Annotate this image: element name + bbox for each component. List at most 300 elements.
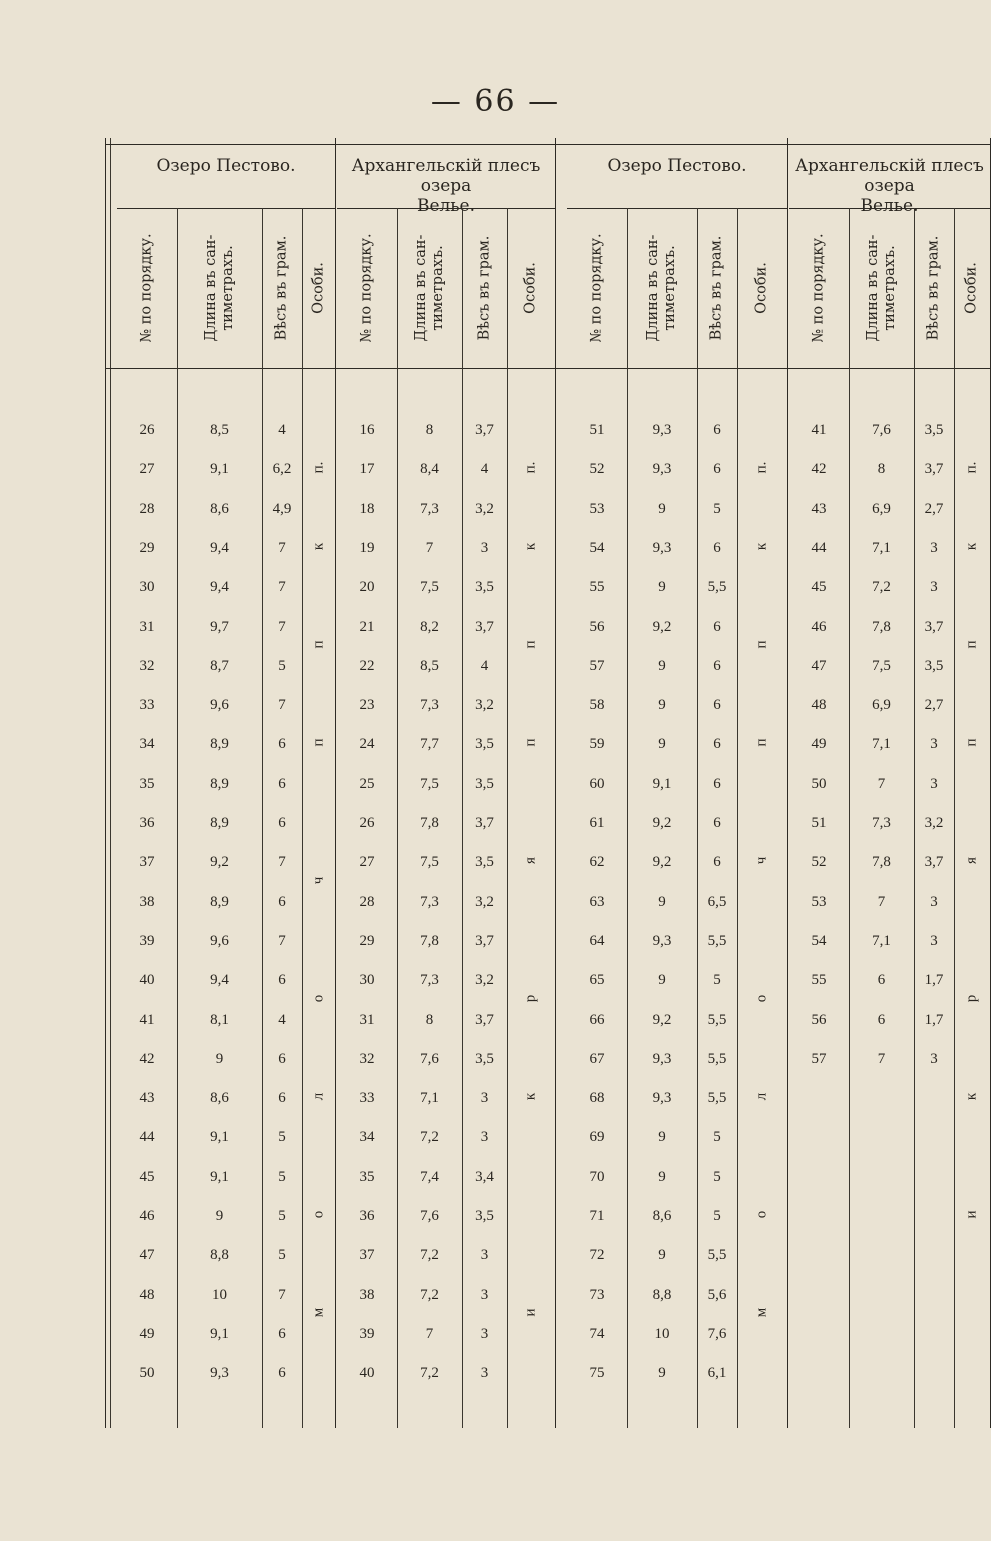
table-cell: 7,3 [872,815,891,831]
table-cell: 26 [139,422,155,438]
table-cell: 52 [589,461,605,478]
table-cell: 33 [139,697,155,714]
table-cell: 3 [930,736,938,753]
table-cell: 7,3 [420,893,439,910]
table-cell: 3 [930,893,938,910]
table-cell: 74 [589,1325,605,1342]
table-cell: 50 [811,775,827,792]
table-cell: 42 [139,1050,155,1067]
table-cell: 8,6 [210,500,229,517]
table-cell: 3 [480,1286,489,1303]
table-cell: 34 [359,1129,375,1146]
column-header-text: Длина въ сан- тиметрахъ. [864,234,898,342]
individual-note: и [522,1308,539,1317]
table-cell: 6 [278,775,286,792]
table-cell: 46 [139,1208,155,1224]
table-cell: 31 [359,1011,375,1028]
table-cell: 9,7 [210,618,229,635]
column-header-text: Вѣсъ въ грам. [273,235,290,341]
table-cell: 21 [359,618,375,635]
table-cell: 3,2 [475,972,494,989]
table-cell: 3,4 [475,1168,494,1185]
table-cell: 6 [713,618,721,635]
table-cell: 5 [278,657,286,674]
table-cell: 34 [139,736,155,753]
table-cell: 8,6 [652,1208,672,1224]
table-cell: 43 [139,1090,155,1107]
individual-note: м [310,1308,326,1318]
column-header [914,208,954,368]
table-cell: 5 [713,1208,721,1224]
individual-note: ч [753,857,770,865]
table-cell: 4 [278,422,286,438]
table-cell: 9,3 [652,539,672,556]
table-cell: 5 [713,972,721,989]
table-cell: 6,9 [872,697,891,714]
group-block [789,138,990,1428]
table-cell: 1,7 [924,1011,944,1028]
table-left-border-inner [110,138,111,1428]
table-cell: 6,2 [272,461,292,478]
individual-note: п. [963,461,980,474]
table-cell: 9,1 [210,1325,229,1342]
column-header-text: Длина въ сан- тиметрахъ. [645,234,678,342]
table-cell: 10 [654,1325,670,1342]
table-cell: 64 [589,932,605,949]
group-title: Озеро Пестово. [156,156,296,176]
table-cell: 39 [359,1325,375,1342]
table-cell: 9,3 [652,422,672,438]
table-cell: 3,7 [475,422,494,438]
table-cell: 24 [359,736,375,753]
table-cell: 1,7 [924,972,944,989]
table-cell: 9,3 [652,932,672,949]
table-cell: 44 [811,539,827,556]
table-cell: 57 [811,1050,827,1067]
table-cell: 3,7 [475,815,494,831]
individual-note: и [963,1210,980,1219]
table-cell: 55 [589,579,605,596]
individual-note: к [963,1092,980,1101]
table-cell: 5 [713,1168,721,1185]
table-cell: 7,6 [707,1325,727,1342]
table-cell: 7,1 [420,1090,439,1107]
table-cell: 9,1 [210,1168,229,1185]
column-header-text: Длина въ сан- тиметрахъ. [202,234,236,342]
table-cell: 7,3 [420,500,439,517]
table-cell: 41 [811,422,827,438]
table-cell: 8,9 [210,815,229,831]
table-cell: 8,9 [210,775,229,792]
table-cell: 3,5 [475,854,494,871]
table-cell: 9,2 [652,815,672,831]
table-cell: 67 [589,1050,605,1067]
table-cell: 42 [811,461,827,478]
table-cell: 75 [589,1365,605,1382]
individual-note: п [753,640,770,649]
table-cell: 3,2 [475,697,494,714]
column-header-text: Вѣсъ въ грам. [708,235,725,341]
table-cell: 3 [930,1050,938,1067]
group-block [337,138,555,1428]
table-cell: 56 [811,1011,827,1028]
table-cell: 4 [278,1011,286,1028]
table-cell: 32 [139,657,155,674]
table-cell: 40 [139,972,155,989]
table-cell: 5,5 [707,1247,727,1264]
table-cell: 8,2 [420,618,439,635]
individual-note: п [963,640,980,649]
column-header [302,208,335,368]
table-cell: 37 [139,854,155,871]
individual-note: п. [753,461,770,474]
table-cell: 55 [811,972,827,989]
table-cell: 5,5 [707,932,727,949]
individual-note: я [522,857,539,865]
table-cell: 6 [877,1011,886,1028]
table-cell: 51 [811,815,827,831]
table-cell: 7,8 [420,932,439,949]
table-cell: 6 [278,1365,286,1382]
table-cell: 3,7 [924,461,944,478]
table-cell: 3,7 [924,854,944,871]
table-cell: 7,1 [872,932,891,949]
column-header [177,208,262,368]
table-cell: 49 [811,736,827,753]
column-header [117,208,177,368]
table-cell: 46 [811,618,827,635]
table-cell: 9,3 [210,1365,229,1382]
table-cell: 7 [278,854,286,871]
table-cell: 10 [212,1286,227,1303]
table-cell: 73 [589,1286,605,1303]
table-cell: 6 [713,775,721,792]
individual-note: м [753,1308,770,1318]
column-header [567,208,627,368]
table-cell: 9,4 [210,579,229,596]
table-cell: 5 [278,1168,286,1185]
table-cell: 9,6 [210,697,229,714]
group-right-border [555,138,556,1428]
table-cell: 7,5 [420,854,439,871]
table-cell: 9,2 [652,618,672,635]
table-cell: 9 [658,1365,666,1382]
table-cell: 33 [359,1090,375,1107]
table-cell: 9 [658,736,666,753]
table-cell: 5,5 [707,579,727,596]
group-right-border [335,138,336,1428]
table-left-border [105,138,106,1428]
table-cell: 7,2 [872,579,891,596]
table-cell: 5,6 [707,1286,727,1303]
individual-note: п. [522,461,539,474]
table-cell: 3 [480,1090,489,1107]
table-cell: 7,3 [420,972,439,989]
table-cell: 7,6 [420,1208,439,1224]
individual-note: п. [310,461,326,474]
table-cell: 3 [480,1129,489,1146]
table-cell: 16 [359,422,375,438]
table-cell: 30 [139,579,155,596]
column-header [789,208,849,368]
column-header-text: Особи. [753,262,770,314]
individual-note: к [522,542,539,551]
table-cell: 69 [589,1129,605,1146]
table-cell: 7 [278,579,286,596]
table-cell: 8,5 [210,422,229,438]
individual-note: к [963,542,980,551]
column-divider [737,208,738,1428]
individual-note: р [522,994,539,1003]
column-header [737,208,787,368]
column-divider [302,208,303,1428]
individual-note: к [310,542,326,551]
individual-note: ч [310,876,326,885]
table-cell: 63 [589,893,605,910]
table-cell: 6 [278,1050,286,1067]
table-cell: 3 [480,1325,489,1342]
table-cell: 9,3 [652,1090,672,1107]
table-cell: 53 [589,500,605,517]
table-cell: 7 [877,1050,886,1067]
table-cell: 7,1 [872,736,891,753]
table-cell: 9 [658,893,666,910]
table-cell: 9,2 [652,1011,672,1028]
table-cell: 3 [480,539,489,556]
table-cell: 6 [278,815,286,831]
table-cell: 3,5 [475,736,494,753]
table-cell: 7,3 [420,697,439,714]
table-cell: 72 [589,1247,605,1264]
table-cell: 29 [139,539,155,556]
table-cell: 8,9 [210,736,229,753]
table-cell: 6 [713,697,721,714]
table-cell: 7,5 [872,657,891,674]
table-cell: 61 [589,815,605,831]
group-block [117,138,335,1428]
table-cell: 53 [811,893,827,910]
table-cell: 9 [658,1247,666,1264]
table-cell: 8,9 [210,893,229,910]
table-cell: 7,1 [872,539,891,556]
column-header-text: № по порядку. [358,233,375,343]
table-cell: 7,6 [420,1050,439,1067]
table-cell: 6 [278,893,286,910]
table-cell: 7,4 [420,1168,439,1185]
table-cell: 7 [877,775,886,792]
table-cell: 3,5 [475,775,494,792]
table-cell: 50 [139,1365,155,1382]
table-cell: 41 [139,1011,155,1028]
table-cell: 65 [589,972,605,989]
table-cell: 7,2 [420,1129,439,1146]
table-cell: 5 [278,1208,286,1224]
table-cell: 3 [930,539,938,556]
group-block [567,138,787,1428]
table-cell: 71 [589,1208,605,1224]
table-cell: 9,3 [652,1050,672,1067]
column-header [337,208,397,368]
column-divider [954,208,955,1428]
table-cell: 3 [480,1247,489,1264]
individual-note: л [310,1092,326,1101]
table-cell: 30 [359,972,375,989]
table-cell: 51 [589,422,605,438]
table-cell: 7 [425,1325,434,1342]
table-cell: 22 [359,657,375,674]
column-header [849,208,914,368]
table-cell: 5 [278,1247,286,1264]
table-cell: 7 [278,932,286,949]
table-cell: 7,6 [872,422,891,438]
individual-note: п [963,738,980,747]
table-cell: 35 [139,775,155,792]
table-cell: 48 [139,1286,155,1303]
table-cell: 66 [589,1011,605,1028]
table-cell: 44 [139,1129,155,1146]
table-cell: 5,5 [707,1011,727,1028]
table-cell: 9 [658,697,666,714]
table-cell: 9 [658,972,666,989]
table-cell: 26 [359,815,375,831]
fish-measurement-table [105,138,990,1428]
group-title: Архангельскій плесъ озера Велье. [795,156,984,216]
column-header [627,208,697,368]
table-cell: 8 [425,422,434,438]
table-cell: 20 [359,579,375,596]
table-cell: 8,8 [210,1247,229,1264]
table-cell: 3 [930,932,938,949]
table-cell: 9,1 [210,461,229,478]
table-cell: 9 [658,500,666,517]
column-header-text: Особи. [310,262,326,314]
table-cell: 56 [589,618,605,635]
column-header [697,208,737,368]
table-cell: 48 [811,697,827,714]
table-cell: 6 [278,1325,286,1342]
table-cell: 9,2 [652,854,672,871]
table-cell: 3,2 [924,815,944,831]
table-cell: 6 [713,657,721,674]
table-cell: 6,5 [707,893,727,910]
individual-note: о [753,994,770,1003]
table-cell: 3 [930,775,938,792]
table-cell: 5 [713,500,721,517]
group-title: Озеро Пестово. [607,156,747,176]
column-header-text: Вѣсъ въ грам. [925,235,942,341]
individual-note: п [310,640,326,649]
table-cell: 68 [589,1090,605,1107]
table-cell: 47 [139,1247,155,1264]
table-cell: 9,1 [210,1129,229,1146]
individual-note: п [522,738,539,747]
table-cell: 29 [359,932,375,949]
table-cell: 6 [278,1090,286,1107]
table-cell: 9,4 [210,972,229,989]
column-header-text: Особи. [522,262,539,314]
table-cell: 7 [278,618,286,635]
table-cell: 4,9 [272,500,292,517]
table-cell: 59 [589,736,605,753]
table-cell: 8,1 [210,1011,229,1028]
table-cell: 2,7 [924,697,944,714]
table-cell: 38 [359,1286,375,1303]
table-cell: 27 [139,461,155,478]
table-cell: 58 [589,697,605,714]
table-cell: 9 [658,657,666,674]
individual-note: я [963,857,980,865]
column-header-text: Вѣсъ въ грам. [476,235,492,341]
table-cell: 7,8 [872,618,891,635]
column-header-text: № по порядку. [138,233,155,343]
table-cell: 3,5 [475,1050,494,1067]
table-cell: 70 [589,1168,605,1185]
group-title: Архангельскій плесъ озера Велье. [351,156,541,216]
table-cell: 8,7 [210,657,229,674]
individual-note: п [753,738,770,747]
table-cell: 38 [139,893,155,910]
column-header [462,208,507,368]
table-cell: 6 [713,539,721,556]
table-cell: 7,2 [420,1365,439,1382]
table-cell: 9,3 [652,461,672,478]
table-cell: 43 [811,500,827,517]
table-cell: 4 [480,461,489,478]
table-cell: 45 [139,1168,155,1185]
table-cell: 60 [589,775,605,792]
table-cell: 5 [278,1129,286,1146]
table-cell: 9,6 [210,932,229,949]
table-cell: 7,2 [420,1286,439,1303]
table-cell: 7 [278,539,286,556]
table-cell: 19 [359,539,375,556]
table-cell: 3,7 [475,1011,494,1028]
table-cell: 6 [713,854,721,871]
table-cell: 8 [877,461,886,478]
table-cell: 3 [480,1365,489,1382]
table-cell: 54 [589,539,605,556]
table-cell: 3,5 [924,657,944,674]
individual-note: о [310,1210,326,1219]
table-cell: 7,8 [420,815,439,831]
table-cell: 7 [278,1286,286,1303]
table-cell: 5,5 [707,1090,727,1107]
individual-note: к [522,1092,539,1101]
table-cell: 18 [359,500,375,517]
table-cell: 3,7 [475,618,494,635]
table-cell: 7 [877,893,886,910]
table-cell: 7,2 [420,1247,439,1264]
table-cell: 7 [278,697,286,714]
table-cell: 35 [359,1168,375,1185]
table-cell: 6 [713,815,721,831]
table-cell: 7,8 [872,854,891,871]
table-cell: 62 [589,854,605,871]
individual-note: о [310,994,326,1003]
table-cell: 7,7 [420,736,439,753]
table-cell: 9,4 [210,539,229,556]
column-header-text: № по порядку. [588,233,605,343]
table-cell: 9 [215,1208,224,1224]
table-cell: 47 [811,657,827,674]
table-cell: 3,7 [924,618,944,635]
table-cell: 36 [359,1208,375,1224]
individual-note: к [753,542,770,551]
table-cell: 9 [658,1168,666,1185]
table-cell: 17 [359,461,375,478]
table-cell: 52 [811,854,827,871]
table-cell: 28 [139,500,155,517]
